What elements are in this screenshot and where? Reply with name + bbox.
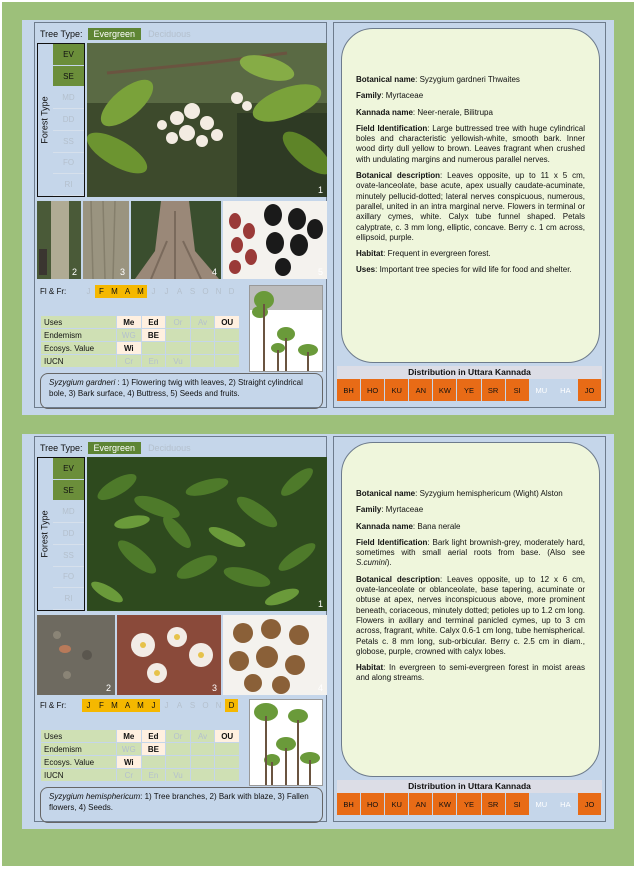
table-cell: OU: [215, 730, 240, 743]
description-card: [341, 28, 600, 363]
flfr-label: Fl & Fr:: [40, 701, 67, 710]
page-frame: [2, 2, 634, 866]
table-row: [41, 756, 240, 769]
photo-number: 1: [317, 599, 323, 609]
distribution-cell-si: SI: [506, 793, 530, 815]
table-cell: [166, 756, 191, 769]
left-panel: [34, 22, 327, 408]
tree-type-evergreen: Evergreen: [88, 442, 142, 454]
tree-type-evergreen: Evergreen: [88, 28, 142, 40]
table-cell: Or: [166, 730, 191, 743]
month-cell: M: [108, 699, 121, 712]
month-cell: A: [176, 287, 183, 296]
photo-number: 3: [119, 267, 125, 277]
month-cell: O: [202, 287, 209, 296]
table-row: [41, 329, 240, 342]
forest-type-ri: RI: [53, 174, 84, 196]
buttress-photo: [131, 201, 221, 279]
distribution-cell-ye: YE: [457, 379, 481, 401]
table-cell: Ed: [141, 730, 166, 743]
table-cell: Vu: [166, 769, 191, 782]
forest-type-md: MD: [53, 87, 84, 109]
row-label: Ecosys. Value: [41, 342, 117, 355]
table-cell: Cr: [117, 355, 142, 368]
tree-silhouette-image: [249, 699, 323, 786]
month-cell: A: [121, 285, 134, 298]
kannada-name: Kannada name: Bana nerale: [356, 521, 461, 531]
month-cell: S: [189, 287, 196, 296]
flowering-fruiting-months: [40, 285, 238, 298]
species-sheet-1: [22, 20, 614, 415]
table-cell: Me: [117, 316, 142, 329]
caption-text: : 1) Flowering twig with leaves, 2) Straight cylindrical bole, 3) Bark surface, 4) Buttress, 5) Seeds and fruits.: [49, 378, 303, 398]
table-cell: [215, 342, 240, 355]
tree-type: [40, 28, 193, 40]
table-cell: [190, 342, 215, 355]
distribution-cell-mu: MU: [530, 379, 554, 401]
bole-photo: [37, 201, 81, 279]
distribution-cell-bh: BH: [337, 793, 361, 815]
month-cell: J: [86, 287, 91, 296]
tree-branches-photo: [87, 457, 327, 611]
row-label: IUCN: [41, 769, 117, 782]
table-row: [41, 769, 240, 782]
distribution-cell-jo: JO: [578, 793, 602, 815]
table-cell: [190, 769, 215, 782]
photo-number: 3: [211, 683, 217, 693]
flowering-twig-photo: [87, 43, 327, 197]
botanical-name: Botanical name: Syzygium hemisphericum (Wight) Alston: [356, 489, 563, 498]
row-label: Uses: [41, 316, 117, 329]
table-cell: WG: [117, 329, 142, 342]
distribution-cell-kw: KW: [433, 793, 457, 815]
caption-text: : 1) Tree branches, 2) Bark with blaze, 3) Fallen flowers, 4) Seeds.: [49, 792, 309, 812]
distribution-cell-sr: SR: [482, 793, 506, 815]
caption-species: Syzygium hemisphericum: [49, 792, 141, 801]
distribution-cell-ho: HO: [361, 793, 385, 815]
habitat: Habitat: In evergreen to semi-evergreen forest in moist areas and along streams.: [356, 663, 585, 683]
right-panel: [333, 22, 606, 408]
forest-type-ss: SS: [53, 131, 84, 153]
table-cell: Av: [190, 316, 215, 329]
table-cell: [215, 743, 240, 756]
forest-type-md: MD: [53, 501, 84, 523]
photo-number: 1: [317, 185, 323, 195]
table-row: [41, 342, 240, 355]
left-panel: [34, 436, 327, 822]
table-cell: Ed: [141, 316, 166, 329]
seeds-photo: [223, 615, 327, 695]
flowering-fruiting-months: [40, 699, 238, 712]
distribution-cell-ku: KU: [385, 379, 409, 401]
table-cell: Cr: [117, 769, 142, 782]
row-label: Endemism: [41, 329, 117, 342]
botanical-description: Botanical description: Leaves opposite, up to 12 x 6 cm, ovate-lanceolate or oblanceolate, base tapering, acuminate or obtuse at apex, nerves inconspicuous above, more prominent beneath, coriaceous, minutely dotted; petioles up to 1.2 cm long. Flowers in axillary and terminal panicled cymes, up to 3 cm across, fragrant, white. Calyx 0.6-1 cm long, tube hemispherical. Petals c. 8 mm long, sub-orbicular. Berry c. 2.5 cm in diam., globose, purple, crowned with calyx lobes.: [356, 574, 585, 656]
distribution-title: Distribution in Uttara Kannada: [337, 366, 602, 379]
botanical-description: Botanical description: Leaves opposite, up to 11 x 5 cm, ovate-lanceolate, base acute, apex usually caudate-acuminate, minutely pellucid-dotted; lateral nerves conspicuous, numerous, parallel, united in an intra marginal nerve. Flowers in terminal or axillary cymes, white. Calyx tube funnel shaped. Petals calyptrate, c. 3 mm long, elliptic, concave. Berry c. 1 cm across, ellipsoid, purple.: [356, 171, 585, 242]
forest-type-box: [37, 43, 85, 197]
table-cell: [215, 769, 240, 782]
month-cell: O: [202, 701, 209, 710]
habitat: Habitat: Frequent in evergreen forest.: [356, 249, 491, 259]
photo-caption: [40, 787, 323, 823]
photo-number: 5: [317, 267, 323, 277]
distribution-row: [337, 793, 602, 815]
distribution-cell-kw: KW: [433, 379, 457, 401]
month-cell: M: [134, 699, 147, 712]
month-cell: D: [225, 699, 238, 712]
photo-number: 2: [71, 267, 77, 277]
forest-type-se: SE: [53, 66, 84, 88]
month-cell: F: [95, 699, 108, 712]
attributes-table: [40, 315, 240, 368]
forest-type-box: [37, 457, 85, 611]
table-cell: Wi: [117, 342, 142, 355]
table-cell: [141, 342, 166, 355]
month-cell: N: [215, 701, 222, 710]
kannada-name: Kannada name: Neer-nerale, Bilitrupa: [356, 107, 493, 117]
table-row: [41, 316, 240, 329]
month-cell: A: [176, 701, 183, 710]
table-cell: [190, 329, 215, 342]
table-row: [41, 743, 240, 756]
month-cell: J: [147, 699, 160, 712]
month-cell: J: [151, 287, 156, 296]
photo-number: 2: [105, 683, 111, 693]
table-cell: Or: [166, 316, 191, 329]
month-cell: S: [189, 701, 196, 710]
tree-type-deciduous: Deciduous: [148, 29, 191, 39]
forest-type-ri: RI: [53, 588, 84, 610]
distribution-cell-ho: HO: [361, 379, 385, 401]
row-label: Ecosys. Value: [41, 756, 117, 769]
flfr-label: Fl & Fr:: [40, 287, 67, 296]
distribution-cell-jo: JO: [578, 379, 602, 401]
table-cell: BE: [141, 329, 166, 342]
row-label: Endemism: [41, 743, 117, 756]
month-cell: F: [95, 285, 108, 298]
forest-type-items: [53, 44, 84, 196]
distribution-row: [337, 379, 602, 401]
family: Family: Myrtaceae: [356, 505, 424, 515]
forest-type-label: Forest Type: [40, 510, 51, 558]
tree-type: [40, 442, 193, 454]
field-identification: Field Identification: Large buttressed tree with huge cylindrical boles and characteristic yellowish-white, smooth bark. Inner wood dirty dull yellow to brown. Leaves fragrant when crushed with undulating margins and numerous parallel nerves.: [356, 123, 585, 164]
distribution-box: [337, 780, 602, 815]
month-cell: J: [164, 287, 169, 296]
distribution-cell-sr: SR: [482, 379, 506, 401]
distribution-cell-si: SI: [506, 379, 530, 401]
photo-number: 4: [317, 683, 323, 693]
table-cell: [215, 355, 240, 368]
forest-type-se: SE: [53, 480, 84, 502]
table-cell: En: [141, 769, 166, 782]
month-cell: M: [108, 285, 121, 298]
month-cell: D: [228, 287, 235, 296]
month-cell: A: [121, 699, 134, 712]
table-row: [41, 355, 240, 368]
right-panel: [333, 436, 606, 822]
table-cell: Wi: [117, 756, 142, 769]
month-cell: J: [82, 699, 95, 712]
forest-type-fo: FO: [53, 153, 84, 175]
month-cell: N: [215, 287, 222, 296]
bark-surface-photo: [83, 201, 129, 279]
table-cell: Vu: [166, 355, 191, 368]
table-cell: [190, 756, 215, 769]
month-cell: M: [134, 285, 147, 298]
field-identification: Field Identification: Bark light brownish-grey, moderately hard, sometimes with small aerial roots from base. (Also see S.cumini).: [356, 537, 586, 568]
photo-caption: [40, 373, 323, 409]
forest-type-dd: DD: [53, 109, 84, 131]
bark-blaze-photo: [37, 615, 115, 695]
table-cell: [190, 355, 215, 368]
month-cell: J: [164, 701, 169, 710]
distribution-cell-ha: HA: [554, 379, 578, 401]
forest-type-items: [53, 458, 84, 610]
photo-number: 4: [211, 267, 217, 277]
forest-type-fo: FO: [53, 567, 84, 589]
distribution-cell-ye: YE: [457, 793, 481, 815]
table-cell: [215, 756, 240, 769]
table-cell: [190, 743, 215, 756]
table-row: [41, 730, 240, 743]
forest-type-dd: DD: [53, 523, 84, 545]
distribution-cell-ha: HA: [554, 793, 578, 815]
tree-type-label: Tree Type:: [40, 29, 83, 39]
row-label: Uses: [41, 730, 117, 743]
distribution-box: [337, 366, 602, 401]
description-card: [341, 442, 600, 777]
table-cell: Me: [117, 730, 142, 743]
species-sheet-2: [22, 434, 614, 829]
distribution-cell-an: AN: [409, 793, 433, 815]
table-cell: OU: [215, 316, 240, 329]
table-cell: En: [141, 355, 166, 368]
botanical-name: Botanical name: Syzygium gardneri Thwaites: [356, 75, 520, 84]
table-cell: [166, 342, 191, 355]
tree-type-deciduous: Deciduous: [148, 443, 191, 453]
family: Family: Myrtaceae: [356, 91, 424, 101]
forest-type-ev: EV: [53, 44, 84, 66]
forest-type-ss: SS: [53, 545, 84, 567]
tree-type-label: Tree Type:: [40, 443, 83, 453]
table-cell: WG: [117, 743, 142, 756]
table-cell: [141, 756, 166, 769]
distribution-cell-an: AN: [409, 379, 433, 401]
distribution-cell-mu: MU: [530, 793, 554, 815]
distribution-cell-ku: KU: [385, 793, 409, 815]
attributes-table: [40, 729, 240, 782]
uses: Uses: Important tree species for wild life for food and shelter.: [356, 265, 572, 275]
forest-type-label: Forest Type: [40, 96, 51, 144]
seeds-fruits-photo: [223, 201, 327, 279]
table-cell: [166, 743, 191, 756]
table-cell: Av: [190, 730, 215, 743]
fallen-flowers-photo: [117, 615, 221, 695]
table-cell: [215, 329, 240, 342]
distribution-cell-bh: BH: [337, 379, 361, 401]
tree-silhouette-image: [249, 285, 323, 372]
table-cell: [166, 329, 191, 342]
caption-species: Syzygium gardneri: [49, 378, 116, 387]
row-label: IUCN: [41, 355, 117, 368]
distribution-title: Distribution in Uttara Kannada: [337, 780, 602, 793]
forest-type-ev: EV: [53, 458, 84, 480]
table-cell: BE: [141, 743, 166, 756]
